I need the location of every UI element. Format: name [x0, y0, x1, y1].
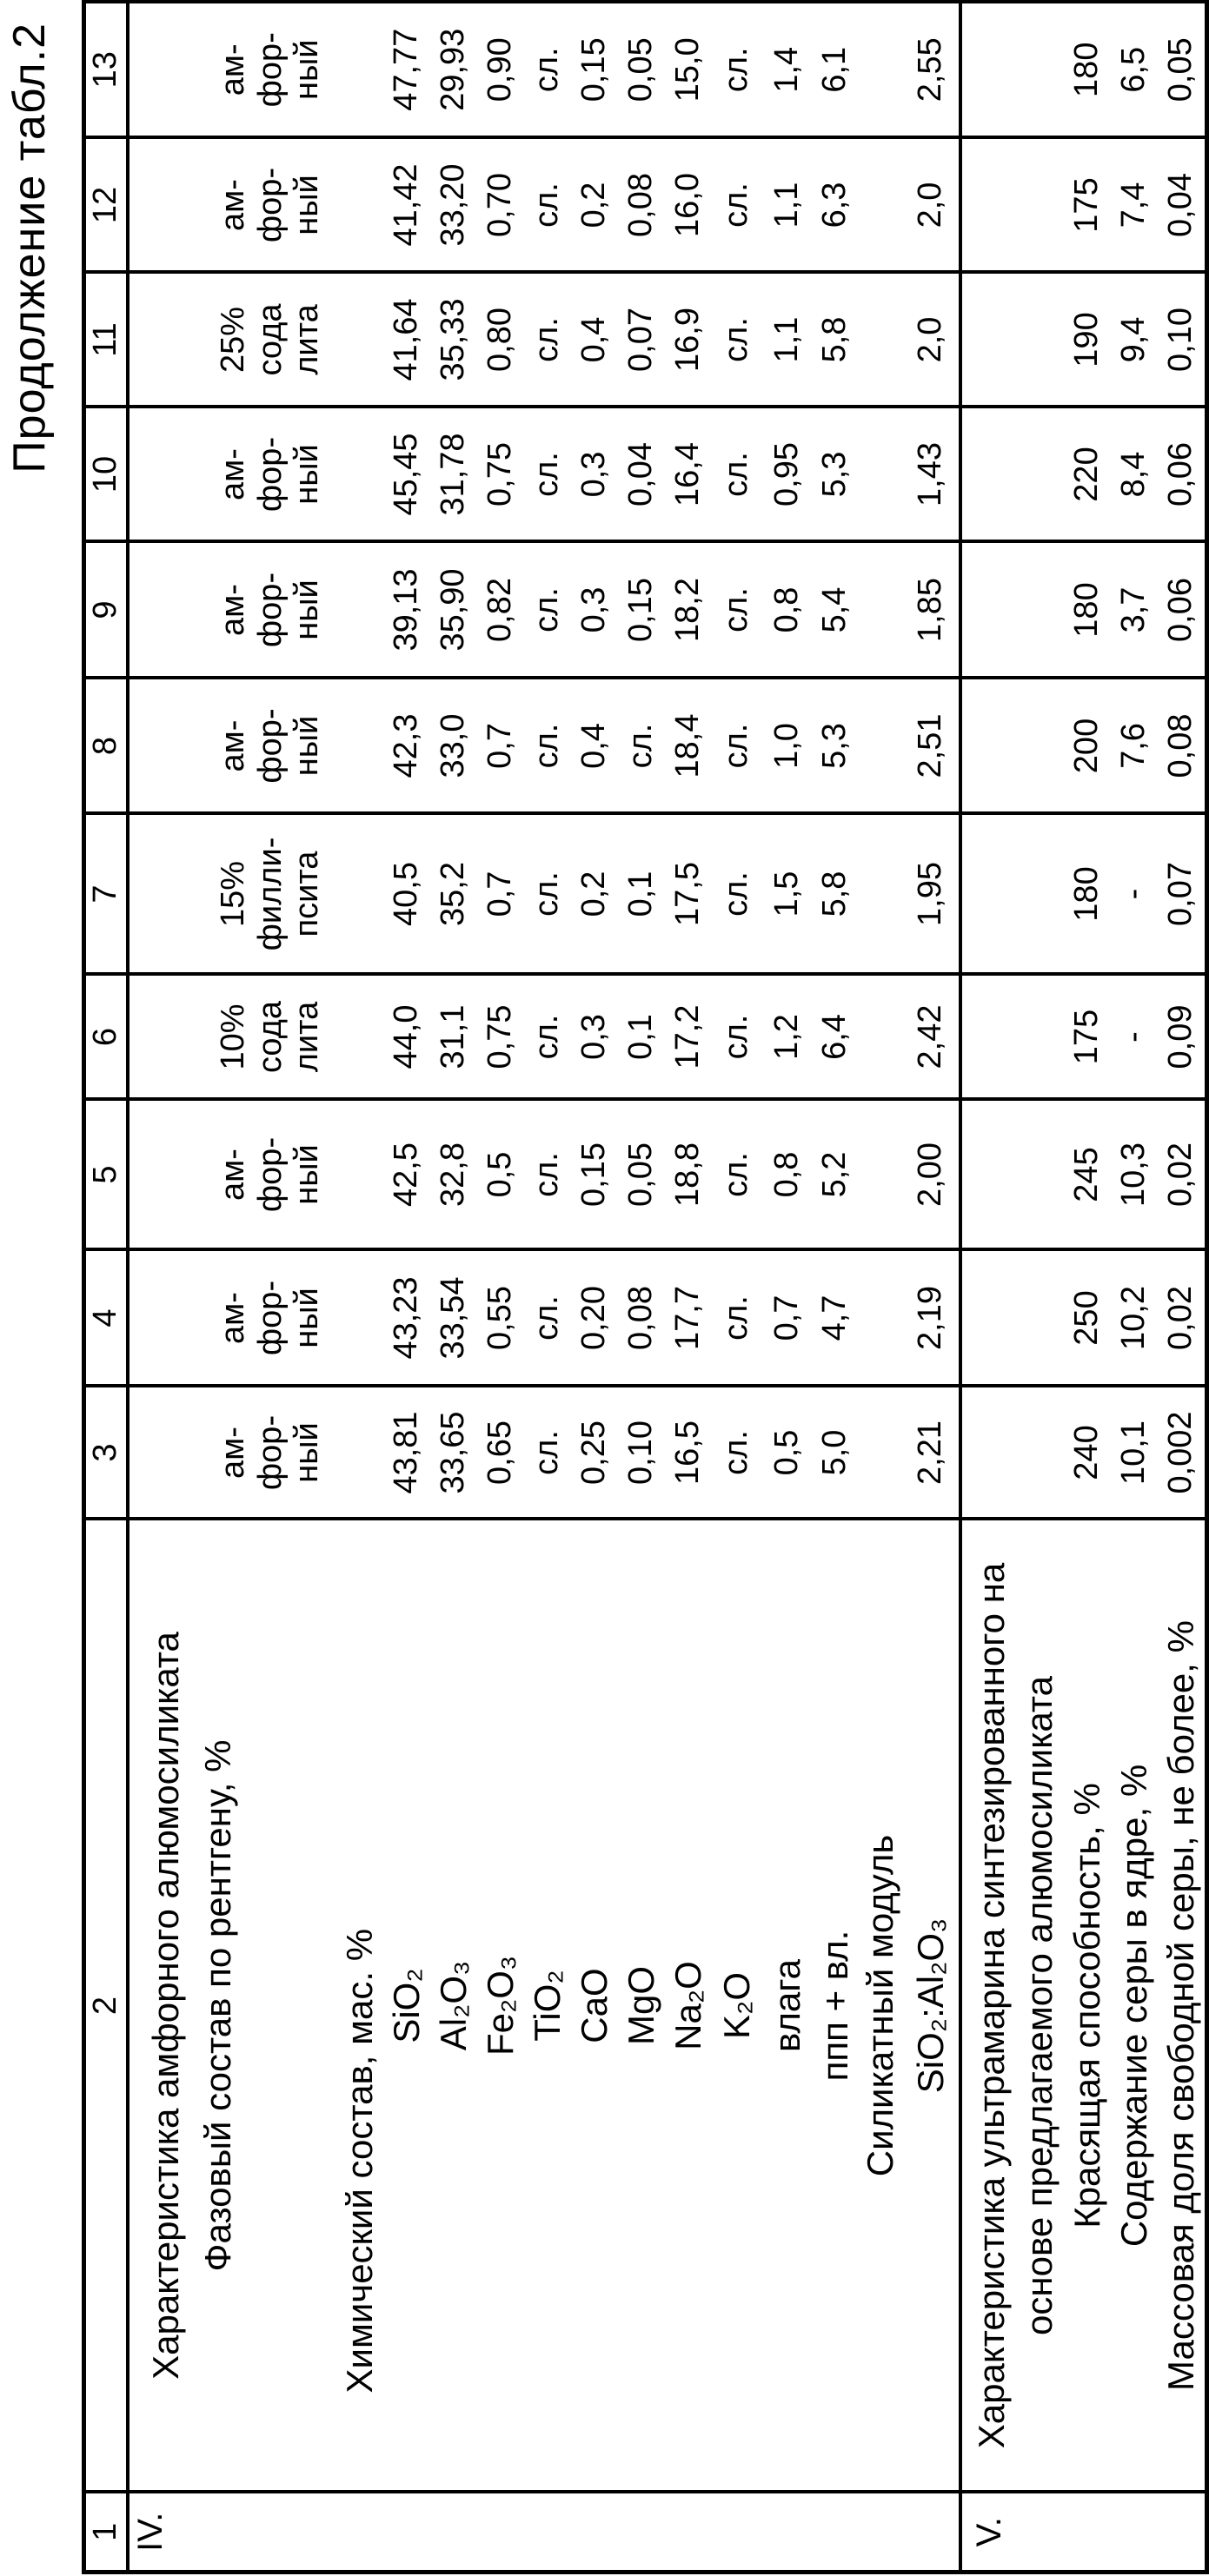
- section-number-free-sulfur: [1158, 2493, 1207, 2573]
- column-numbers-row: [84, 2, 129, 2573]
- cell-mgo-col3: 0,10: [618, 1387, 665, 1520]
- cell-module-col9: 1,85: [903, 542, 960, 679]
- cell-v-heading-col3: [960, 1387, 1064, 1520]
- cell-al2o3-col7: 35,2: [430, 814, 477, 975]
- cell-module-col13: 2,55: [903, 2, 960, 138]
- cell-cao-col6: 0,3: [571, 975, 618, 1100]
- table-row-moisture: [762, 2, 813, 2573]
- col-number-5: 5: [84, 1100, 129, 1250]
- cell-na2o-col10: 16,4: [665, 407, 712, 542]
- cell-sio2-col8: 42,3: [383, 679, 430, 814]
- cell-free-sulfur-col3: 0,002: [1158, 1387, 1207, 1520]
- cell-tio2-col8: сл.: [524, 679, 571, 814]
- col-number-13: 13: [84, 2, 129, 138]
- cell-module-header-col7: [858, 814, 903, 975]
- table-row-mgo: [618, 2, 665, 2573]
- section-number-module-header: [858, 2493, 903, 2573]
- cell-phase-col6: 10% сода лита: [128, 975, 336, 1100]
- cell-ppp-col6: 6,4: [813, 975, 858, 1100]
- cell-module-header-col4: [858, 1250, 903, 1387]
- cell-sio2-col3: 43,81: [383, 1387, 430, 1520]
- col-number-2: 2: [84, 1520, 129, 2493]
- section-number-mgo: [618, 2493, 665, 2573]
- table-row-cao: [571, 2, 618, 2573]
- cell-mgo-col13: 0,05: [618, 2, 665, 138]
- table-row-tinting: [1064, 2, 1111, 2573]
- table-row-module: [903, 2, 960, 2573]
- table-row-tio2: [524, 2, 571, 2573]
- cell-tio2-col11: сл.: [524, 273, 571, 407]
- cell-mgo-col5: 0,05: [618, 1100, 665, 1250]
- cell-chem-col4: [336, 1250, 383, 1387]
- cell-tio2-col6: сл.: [524, 975, 571, 1100]
- cell-chem-col3: [336, 1387, 383, 1520]
- cell-v-heading-col5: [960, 1100, 1064, 1250]
- cell-sulfur-core-col7: -: [1111, 814, 1158, 975]
- cell-phase-col10: ам- фор- ный: [128, 407, 336, 542]
- cell-tio2-col5: сл.: [524, 1100, 571, 1250]
- cell-k2o-col12: сл.: [712, 138, 762, 273]
- col-number-1: 1: [84, 2493, 129, 2573]
- cell-cao-col9: 0,3: [571, 542, 618, 679]
- section-number-fe2o3: [477, 2493, 524, 2573]
- cell-tinting-col3: 240: [1064, 1387, 1111, 1520]
- cell-chem-col12: [336, 138, 383, 273]
- cell-chem-col13: [336, 2, 383, 138]
- cell-tinting-col6: 175: [1064, 975, 1111, 1100]
- cell-sio2-col11: 41,64: [383, 273, 430, 407]
- cell-phase-col8: ам- фор- ный: [128, 679, 336, 814]
- cell-v-heading-col8: [960, 679, 1064, 814]
- table-row-al2o3: [430, 2, 477, 2573]
- cell-free-sulfur-col4: 0,02: [1158, 1250, 1207, 1387]
- cell-al2o3-col3: 33,65: [430, 1387, 477, 1520]
- cell-phase-col5: ам- фор- ный: [128, 1100, 336, 1250]
- cell-fe2o3-col7: 0,7: [477, 814, 524, 975]
- cell-tinting-col5: 245: [1064, 1100, 1111, 1250]
- section-number-module: [903, 2493, 960, 2573]
- cell-k2o-col5: сл.: [712, 1100, 762, 1250]
- cell-module-col4: 2,19: [903, 1250, 960, 1387]
- cell-sio2-col6: 44,0: [383, 975, 430, 1100]
- col-number-4: 4: [84, 1250, 129, 1387]
- cell-chem-col10: [336, 407, 383, 542]
- section-number-na2o: [665, 2493, 712, 2573]
- cell-mgo-col6: 0,1: [618, 975, 665, 1100]
- cell-tinting-col4: 250: [1064, 1250, 1111, 1387]
- cell-chem-col5: [336, 1100, 383, 1250]
- cell-sulfur-core-col10: 8,4: [1111, 407, 1158, 542]
- col-number-11: 11: [84, 273, 129, 407]
- cell-cao-col3: 0,25: [571, 1387, 618, 1520]
- table-row-sio2: [383, 2, 430, 2573]
- row-label-moisture: влага: [762, 1520, 813, 2493]
- cell-tio2-col7: сл.: [524, 814, 571, 975]
- cell-tio2-col10: сл.: [524, 407, 571, 542]
- cell-module-col5: 2,00: [903, 1100, 960, 1250]
- table-row-phase: [128, 2, 336, 2573]
- section-number-cao: [571, 2493, 618, 2573]
- section-number-phase: IV.: [131, 2512, 169, 2552]
- cell-al2o3-col11: 35,33: [430, 273, 477, 407]
- cell-sio2-col10: 45,45: [383, 407, 430, 542]
- col-number-9: 9: [84, 542, 129, 679]
- cell-sulfur-core-col5: 10,3: [1111, 1100, 1158, 1250]
- cell-free-sulfur-col5: 0,02: [1158, 1100, 1207, 1250]
- cell-tio2-col12: сл.: [524, 138, 571, 273]
- cell-na2o-col5: 18,8: [665, 1100, 712, 1250]
- cell-ppp-col7: 5,8: [813, 814, 858, 975]
- cell-sio2-col4: 43,23: [383, 1250, 430, 1387]
- cell-tio2-col13: сл.: [524, 2, 571, 138]
- cell-na2o-col8: 18,4: [665, 679, 712, 814]
- cell-v-heading-col12: [960, 138, 1064, 273]
- cell-sio2-col12: 41,42: [383, 138, 430, 273]
- cell-moisture-col7: 1,5: [762, 814, 813, 975]
- section-number-ppp: [813, 2493, 858, 2573]
- cell-k2o-col7: сл.: [712, 814, 762, 975]
- cell-moisture-col3: 0,5: [762, 1387, 813, 1520]
- cell-k2o-col6: сл.: [712, 975, 762, 1100]
- cell-tinting-col7: 180: [1064, 814, 1111, 975]
- section-number-al2o3: [430, 2493, 477, 2573]
- cell-module-col8: 2,51: [903, 679, 960, 814]
- cell-cao-col11: 0,4: [571, 273, 618, 407]
- cell-module-col6: 2,42: [903, 975, 960, 1100]
- cell-sulfur-core-col13: 6,5: [1111, 2, 1158, 138]
- cell-free-sulfur-col11: 0,10: [1158, 273, 1207, 407]
- cell-module-header-col12: [858, 138, 903, 273]
- section-number-sio2: [383, 2493, 430, 2573]
- table-row-ppp: [813, 2, 858, 2573]
- table-container: [82, 0, 1209, 2574]
- cell-module-header-col11: [858, 273, 903, 407]
- cell-ppp-col9: 5,4: [813, 542, 858, 679]
- cell-moisture-col9: 0,8: [762, 542, 813, 679]
- cell-module-col11: 2,0: [903, 273, 960, 407]
- cell-k2o-col9: сл.: [712, 542, 762, 679]
- data-table: [82, 0, 1209, 2574]
- cell-al2o3-col5: 32,8: [430, 1100, 477, 1250]
- cell-al2o3-col13: 29,93: [430, 2, 477, 138]
- cell-na2o-col9: 18,2: [665, 542, 712, 679]
- cell-free-sulfur-col13: 0,05: [1158, 2, 1207, 138]
- cell-phase-col9: ам- фор- ный: [128, 542, 336, 679]
- section-number-tinting: [1064, 2493, 1111, 2573]
- cell-module-header-col6: [858, 975, 903, 1100]
- cell-tinting-col11: 190: [1064, 273, 1111, 407]
- cell-k2o-col10: сл.: [712, 407, 762, 542]
- cell-moisture-col5: 0,8: [762, 1100, 813, 1250]
- cell-al2o3-col9: 35,90: [430, 542, 477, 679]
- cell-phase-col11: 25% сода лита: [128, 273, 336, 407]
- cell-mgo-col7: 0,1: [618, 814, 665, 975]
- cell-module-header-col5: [858, 1100, 903, 1250]
- section-number-sulfur-core: [1111, 2493, 1158, 2573]
- cell-na2o-col6: 17,2: [665, 975, 712, 1100]
- cell-cao-col12: 0,2: [571, 138, 618, 273]
- cell-free-sulfur-col7: 0,07: [1158, 814, 1207, 975]
- cell-k2o-col13: сл.: [712, 2, 762, 138]
- cell-k2o-col11: сл.: [712, 273, 762, 407]
- section-number-tio2: [524, 2493, 571, 2573]
- cell-fe2o3-col5: 0,5: [477, 1100, 524, 1250]
- col-number-7: 7: [84, 814, 129, 975]
- table-row-v-heading: [960, 2, 1064, 2573]
- cell-module-header-col13: [858, 2, 903, 138]
- table-row-module-header: [858, 2, 903, 2573]
- cell-v-heading-col10: [960, 407, 1064, 542]
- cell-tio2-col9: сл.: [524, 542, 571, 679]
- cell-mgo-col11: 0,07: [618, 273, 665, 407]
- table-row-free-sulfur: [1158, 2, 1207, 2573]
- cell-fe2o3-col4: 0,55: [477, 1250, 524, 1387]
- cell-fe2o3-col11: 0,80: [477, 273, 524, 407]
- table-continuation-title: Продолжение табл.2: [4, 23, 55, 473]
- cell-cao-col5: 0,15: [571, 1100, 618, 1250]
- cell-al2o3-col12: 33,20: [430, 138, 477, 273]
- cell-al2o3-col4: 33,54: [430, 1250, 477, 1387]
- section-number-chem: [336, 2493, 383, 2573]
- row-label-chem: Химический состав, мас. %: [336, 1520, 383, 2493]
- cell-chem-col11: [336, 273, 383, 407]
- row-label-na2o: Na₂O: [665, 1520, 712, 2493]
- cell-cao-col13: 0,15: [571, 2, 618, 138]
- cell-v-heading-col7: [960, 814, 1064, 975]
- cell-ppp-col3: 5,0: [813, 1387, 858, 1520]
- cell-tinting-col9: 180: [1064, 542, 1111, 679]
- cell-sulfur-core-col11: 9,4: [1111, 273, 1158, 407]
- row-label-module: SiO₂:Al₂O₃: [903, 1520, 960, 2493]
- col-number-3: 3: [84, 1387, 129, 1520]
- cell-v-heading-col9: [960, 542, 1064, 679]
- table-row-k2o: [712, 2, 762, 2573]
- cell-cao-col7: 0,2: [571, 814, 618, 975]
- row-label-phase: Характеристика амфорного алюмосиликата Фазовый состав по рентгену, %: [128, 1520, 336, 2493]
- cell-ppp-col12: 6,3: [813, 138, 858, 273]
- cell-phase-col4: ам- фор- ный: [128, 1250, 336, 1387]
- row-label-tio2: TiO₂: [524, 1520, 571, 2493]
- cell-ppp-col5: 5,2: [813, 1100, 858, 1250]
- cell-phase-col13: ам- фор- ный: [128, 2, 336, 138]
- cell-tinting-col8: 200: [1064, 679, 1111, 814]
- cell-ppp-col13: 6,1: [813, 2, 858, 138]
- row-label-tinting: Красящая способность, %: [1064, 1520, 1111, 2493]
- row-label-ppp: ппп + вл.: [813, 1520, 858, 2493]
- cell-v-heading-col6: [960, 975, 1064, 1100]
- col-number-6: 6: [84, 975, 129, 1100]
- row-label-cao: CaO: [571, 1520, 618, 2493]
- cell-v-heading-col13: [960, 2, 1064, 138]
- cell-sulfur-core-col8: 7,6: [1111, 679, 1158, 814]
- cell-tio2-col3: сл.: [524, 1387, 571, 1520]
- row-label-fe2o3: Fe₂O₃: [477, 1520, 524, 2493]
- cell-v-heading-col11: [960, 273, 1064, 407]
- cell-tinting-col12: 175: [1064, 138, 1111, 273]
- cell-ppp-col10: 5,3: [813, 407, 858, 542]
- cell-cao-col4: 0,20: [571, 1250, 618, 1387]
- cell-module-col10: 1,43: [903, 407, 960, 542]
- cell-module-col7: 1,95: [903, 814, 960, 975]
- cell-fe2o3-col13: 0,90: [477, 2, 524, 138]
- cell-al2o3-col10: 31,78: [430, 407, 477, 542]
- section-number-v-heading: V.: [960, 2493, 1064, 2573]
- cell-moisture-col11: 1,1: [762, 273, 813, 407]
- cell-tio2-col4: сл.: [524, 1250, 571, 1387]
- cell-module-col12: 2,0: [903, 138, 960, 273]
- cell-fe2o3-col8: 0,7: [477, 679, 524, 814]
- cell-cao-col8: 0,4: [571, 679, 618, 814]
- cell-tinting-col10: 220: [1064, 407, 1111, 542]
- cell-fe2o3-col9: 0,82: [477, 542, 524, 679]
- row-label-sio2: SiO₂: [383, 1520, 430, 2493]
- cell-mgo-col9: 0,15: [618, 542, 665, 679]
- cell-sulfur-core-col12: 7,4: [1111, 138, 1158, 273]
- cell-chem-col6: [336, 975, 383, 1100]
- cell-moisture-col4: 0,7: [762, 1250, 813, 1387]
- cell-sio2-col7: 40,5: [383, 814, 430, 975]
- cell-na2o-col4: 17,7: [665, 1250, 712, 1387]
- cell-free-sulfur-col6: 0,09: [1158, 975, 1207, 1100]
- cell-v-heading-col4: [960, 1250, 1064, 1387]
- cell-fe2o3-col10: 0,75: [477, 407, 524, 542]
- col-number-12: 12: [84, 138, 129, 273]
- row-label-k2o: K₂O: [712, 1520, 762, 2493]
- row-label-al2o3: Al₂O₃: [430, 1520, 477, 2493]
- cell-al2o3-col8: 33,0: [430, 679, 477, 814]
- row-label-sulfur-core: Содержание серы в ядре, %: [1111, 1520, 1158, 2493]
- cell-module-header-col9: [858, 542, 903, 679]
- section-number-k2o: [712, 2493, 762, 2573]
- cell-free-sulfur-col10: 0,06: [1158, 407, 1207, 542]
- cell-moisture-col13: 1,4: [762, 2, 813, 138]
- cell-module-col3: 2,21: [903, 1387, 960, 1520]
- row-label-free-sulfur: Массовая доля свободной серы, не более, %: [1158, 1520, 1207, 2493]
- cell-al2o3-col6: 31,1: [430, 975, 477, 1100]
- cell-phase-col3: ам- фор- ный: [128, 1387, 336, 1520]
- cell-na2o-col11: 16,9: [665, 273, 712, 407]
- table-row-na2o: [665, 2, 712, 2573]
- cell-sulfur-core-col9: 3,7: [1111, 542, 1158, 679]
- row-label-v-heading: Характеристика ультрамарина синтезированного на основе предлагаемого алюмосиликата: [960, 1520, 1064, 2493]
- cell-cao-col10: 0,3: [571, 407, 618, 542]
- col-number-8: 8: [84, 679, 129, 814]
- cell-sulfur-core-col4: 10,2: [1111, 1250, 1158, 1387]
- cell-free-sulfur-col12: 0,04: [1158, 138, 1207, 273]
- cell-phase-col12: ам- фор- ный: [128, 138, 336, 273]
- cell-free-sulfur-col9: 0,06: [1158, 542, 1207, 679]
- cell-mgo-col10: 0,04: [618, 407, 665, 542]
- cell-ppp-col11: 5,8: [813, 273, 858, 407]
- cell-moisture-col6: 1,2: [762, 975, 813, 1100]
- cell-module-header-col10: [858, 407, 903, 542]
- cell-k2o-col4: сл.: [712, 1250, 762, 1387]
- cell-mgo-col4: 0,08: [618, 1250, 665, 1387]
- cell-sio2-col13: 47,77: [383, 2, 430, 138]
- cell-fe2o3-col3: 0,65: [477, 1387, 524, 1520]
- cell-k2o-col8: сл.: [712, 679, 762, 814]
- cell-sulfur-core-col6: -: [1111, 975, 1158, 1100]
- cell-sulfur-core-col3: 10,1: [1111, 1387, 1158, 1520]
- cell-phase-col7: 15% филли- псита: [128, 814, 336, 975]
- cell-moisture-col8: 1,0: [762, 679, 813, 814]
- cell-moisture-col10: 0,95: [762, 407, 813, 542]
- cell-mgo-col8: сл.: [618, 679, 665, 814]
- cell-tinting-col13: 180: [1064, 2, 1111, 138]
- cell-free-sulfur-col8: 0,08: [1158, 679, 1207, 814]
- cell-sio2-col5: 42,5: [383, 1100, 430, 1250]
- cell-sio2-col9: 39,13: [383, 542, 430, 679]
- table-row-fe2o3: [477, 2, 524, 2573]
- cell-module-header-col3: [858, 1387, 903, 1520]
- cell-moisture-col12: 1,1: [762, 138, 813, 273]
- table-row-chem: [336, 2, 383, 2573]
- cell-na2o-col3: 16,5: [665, 1387, 712, 1520]
- row-label-mgo: MgO: [618, 1520, 665, 2493]
- table-row-sulfur-core: [1111, 2, 1158, 2573]
- cell-na2o-col13: 15,0: [665, 2, 712, 138]
- cell-na2o-col12: 16,0: [665, 138, 712, 273]
- cell-module-header-col8: [858, 679, 903, 814]
- cell-na2o-col7: 17,5: [665, 814, 712, 975]
- cell-chem-col8: [336, 679, 383, 814]
- col-number-10: 10: [84, 407, 129, 542]
- cell-chem-col9: [336, 542, 383, 679]
- cell-chem-col7: [336, 814, 383, 975]
- cell-ppp-col4: 4,7: [813, 1250, 858, 1387]
- cell-fe2o3-col12: 0,70: [477, 138, 524, 273]
- cell-mgo-col12: 0,08: [618, 138, 665, 273]
- cell-fe2o3-col6: 0,75: [477, 975, 524, 1100]
- section-number-moisture: [762, 2493, 813, 2573]
- cell-ppp-col8: 5,3: [813, 679, 858, 814]
- cell-k2o-col3: сл.: [712, 1387, 762, 1520]
- row-label-module-header: Силикатный модуль: [858, 1520, 903, 2493]
